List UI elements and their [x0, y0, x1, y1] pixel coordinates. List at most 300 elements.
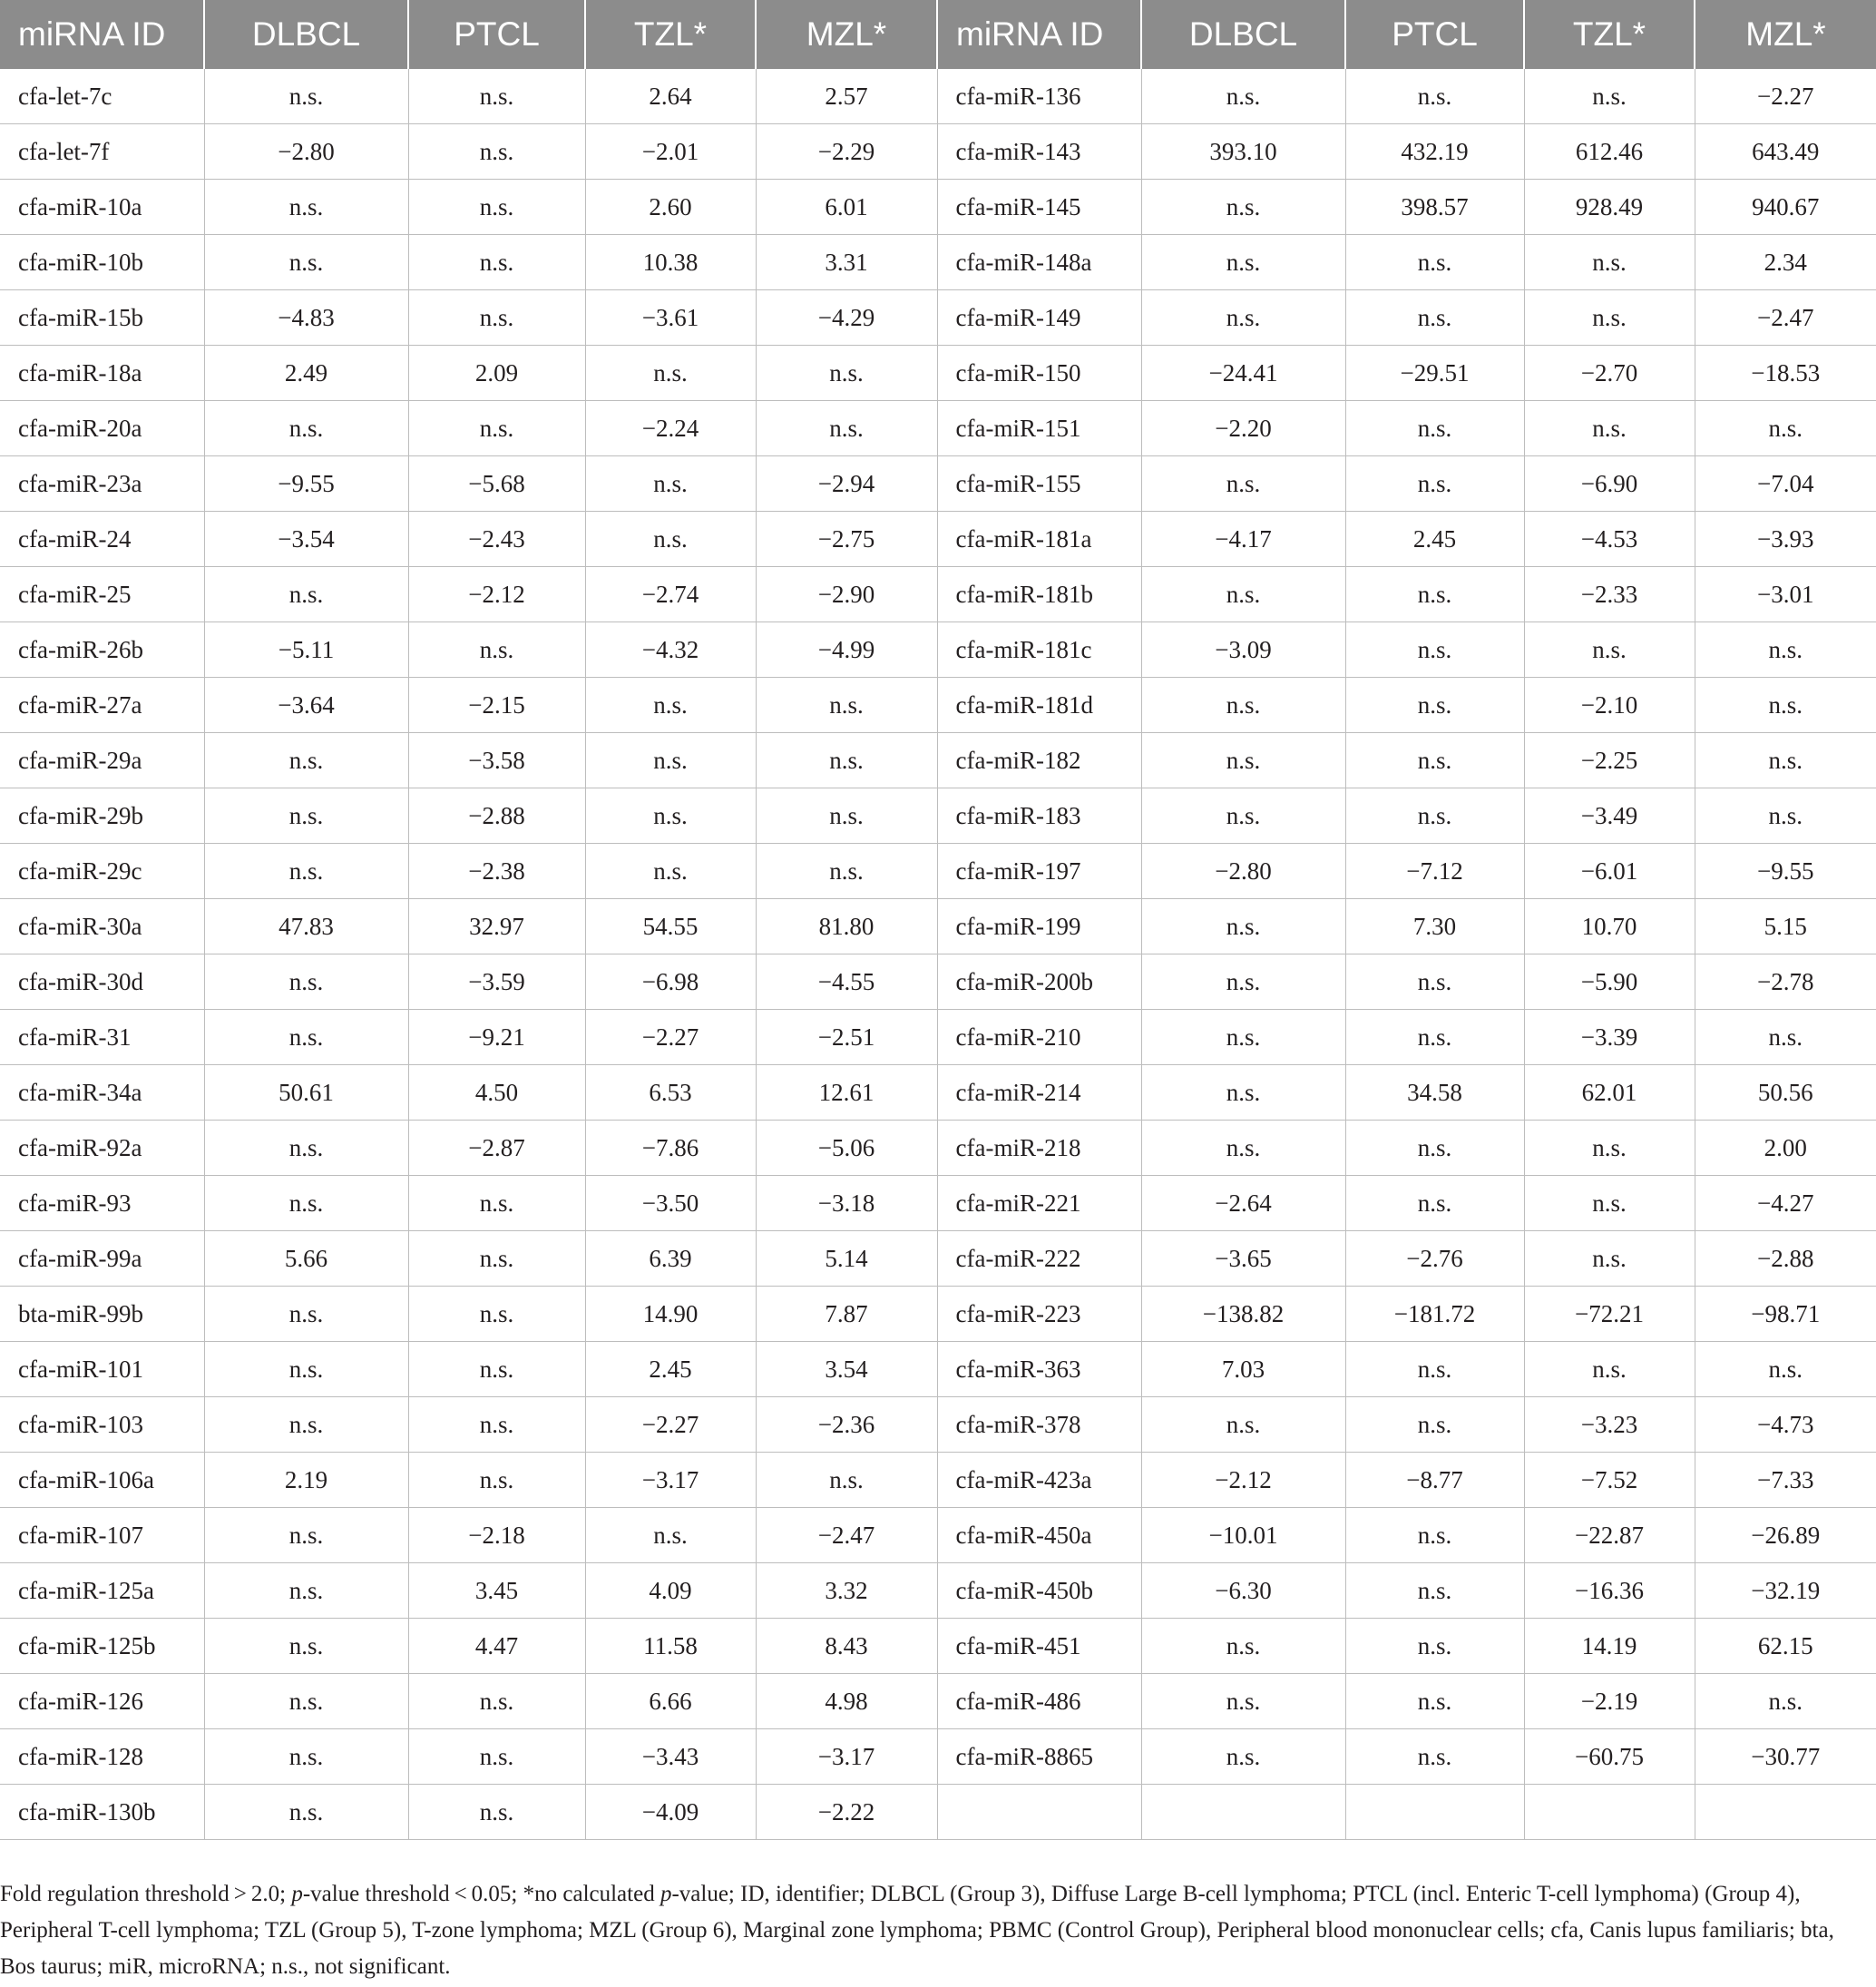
fold-value-cell [1141, 1785, 1345, 1840]
fold-value-cell: n.s. [756, 788, 937, 844]
fold-value-cell: n.s. [1141, 290, 1345, 346]
fold-value-cell: −4.32 [585, 622, 756, 678]
table-row [0, 733, 1876, 788]
fold-value-cell: n.s. [585, 346, 756, 401]
table-row [0, 456, 1876, 512]
mirna-id-cell: cfa-let-7f [0, 124, 204, 180]
fold-value-cell: −24.41 [1141, 346, 1345, 401]
fold-value-cell: 3.54 [756, 1342, 937, 1397]
mirna-id-cell: cfa-miR-222 [937, 1231, 1141, 1287]
mirna-id-cell: cfa-miR-181d [937, 678, 1141, 733]
fold-value-cell: n.s. [1345, 1619, 1524, 1674]
fold-value-cell: −9.21 [408, 1010, 585, 1065]
fold-value-cell: n.s. [204, 235, 408, 290]
fold-value-cell [1524, 1785, 1695, 1840]
fold-value-cell: −2.74 [585, 567, 756, 622]
fold-value-cell: n.s. [204, 844, 408, 899]
fold-value-cell: n.s. [1524, 69, 1695, 124]
mirna-id-cell: cfa-miR-30d [0, 954, 204, 1010]
fold-value-cell: −6.30 [1141, 1563, 1345, 1619]
fold-value-cell: n.s. [204, 1287, 408, 1342]
column-header-1: DLBCL [204, 0, 408, 69]
fold-value-cell: −4.99 [756, 622, 937, 678]
fold-value-cell: −22.87 [1524, 1508, 1695, 1563]
mirna-id-cell: cfa-miR-101 [0, 1342, 204, 1397]
table-row [0, 1231, 1876, 1287]
mirna-id-cell: bta-miR-99b [0, 1287, 204, 1342]
mirna-id-cell: cfa-miR-145 [937, 180, 1141, 235]
fold-value-cell: n.s. [1524, 1121, 1695, 1176]
mirna-id-cell: cfa-miR-486 [937, 1674, 1141, 1729]
mirna-id-cell: cfa-miR-151 [937, 401, 1141, 456]
table-row [0, 124, 1876, 180]
mirna-id-cell: cfa-miR-106a [0, 1453, 204, 1508]
fold-value-cell: n.s. [1141, 69, 1345, 124]
table-row [0, 1121, 1876, 1176]
mirna-id-cell: cfa-miR-150 [937, 346, 1141, 401]
fold-value-cell: 2.64 [585, 69, 756, 124]
fold-value-cell: −7.86 [585, 1121, 756, 1176]
column-header-4: MZL* [756, 0, 937, 69]
fold-value-cell: −32.19 [1695, 1563, 1876, 1619]
fold-value-cell: 4.09 [585, 1563, 756, 1619]
mirna-id-cell: cfa-miR-128 [0, 1729, 204, 1785]
table-footnote [0, 1876, 1851, 1985]
fold-value-cell: n.s. [756, 844, 937, 899]
fold-value-cell: 2.60 [585, 180, 756, 235]
fold-value-cell: −2.70 [1524, 346, 1695, 401]
fold-value-cell: n.s. [1524, 1342, 1695, 1397]
fold-value-cell: n.s. [408, 124, 585, 180]
fold-value-cell: n.s. [1141, 1619, 1345, 1674]
fold-value-cell: n.s. [1141, 567, 1345, 622]
mirna-id-cell: cfa-miR-10a [0, 180, 204, 235]
fold-value-cell: n.s. [204, 1619, 408, 1674]
fold-value-cell: n.s. [756, 678, 937, 733]
fold-value-cell: n.s. [585, 678, 756, 733]
mirna-id-cell: cfa-miR-125b [0, 1619, 204, 1674]
fold-value-cell: −2.90 [756, 567, 937, 622]
fold-value-cell: −2.88 [1695, 1231, 1876, 1287]
fold-value-cell: 11.58 [585, 1619, 756, 1674]
fold-value-cell: 8.43 [756, 1619, 937, 1674]
fold-value-cell: n.s. [204, 567, 408, 622]
fold-value-cell: −2.18 [408, 1508, 585, 1563]
fold-value-cell: 7.03 [1141, 1342, 1345, 1397]
fold-value-cell: 3.32 [756, 1563, 937, 1619]
fold-value-cell: 612.46 [1524, 124, 1695, 180]
column-header-8: TZL* [1524, 0, 1695, 69]
fold-value-cell: −4.09 [585, 1785, 756, 1840]
mirna-id-cell: cfa-miR-378 [937, 1397, 1141, 1453]
mirna-id-cell: cfa-miR-29b [0, 788, 204, 844]
table-row [0, 69, 1876, 124]
mirna-id-cell: cfa-miR-199 [937, 899, 1141, 954]
fold-value-cell: n.s. [1695, 622, 1876, 678]
fold-value-cell: −4.83 [204, 290, 408, 346]
table-row [0, 678, 1876, 733]
fold-value-cell: n.s. [1524, 622, 1695, 678]
fold-value-cell: −2.47 [756, 1508, 937, 1563]
fold-value-cell: n.s. [1345, 954, 1524, 1010]
mirna-id-cell: cfa-miR-8865 [937, 1729, 1141, 1785]
fold-value-cell: −29.51 [1345, 346, 1524, 401]
fold-value-cell: −3.64 [204, 678, 408, 733]
fold-value-cell: n.s. [1141, 1010, 1345, 1065]
fold-value-cell: −3.17 [756, 1729, 937, 1785]
fold-value-cell: −5.68 [408, 456, 585, 512]
fold-value-cell: n.s. [1141, 1397, 1345, 1453]
fold-value-cell: n.s. [1141, 235, 1345, 290]
fold-value-cell: 50.56 [1695, 1065, 1876, 1121]
fold-value-cell: n.s. [1345, 678, 1524, 733]
fold-value-cell: 6.39 [585, 1231, 756, 1287]
column-header-2: PTCL [408, 0, 585, 69]
table-row [0, 1508, 1876, 1563]
fold-value-cell: n.s. [1141, 733, 1345, 788]
table-row [0, 954, 1876, 1010]
fold-value-cell: −2.80 [1141, 844, 1345, 899]
table-row [0, 1176, 1876, 1231]
fold-value-cell: 2.34 [1695, 235, 1876, 290]
table-row [0, 567, 1876, 622]
fold-value-cell [1695, 1785, 1876, 1840]
fold-value-cell: n.s. [1141, 678, 1345, 733]
fold-value-cell: −2.27 [1695, 69, 1876, 124]
fold-value-cell: n.s. [408, 401, 585, 456]
fold-value-cell: −2.12 [1141, 1453, 1345, 1508]
fold-value-cell: n.s. [1345, 1121, 1524, 1176]
fold-value-cell: n.s. [1345, 456, 1524, 512]
fold-value-cell: −2.51 [756, 1010, 937, 1065]
fold-value-cell: n.s. [1345, 1397, 1524, 1453]
fold-value-cell: n.s. [1345, 1729, 1524, 1785]
mirna-id-cell: cfa-miR-148a [937, 235, 1141, 290]
fold-value-cell: 50.61 [204, 1065, 408, 1121]
fold-value-cell: n.s. [1345, 401, 1524, 456]
fold-value-cell: −3.49 [1524, 788, 1695, 844]
fold-value-cell: n.s. [204, 401, 408, 456]
fold-value-cell: 81.80 [756, 899, 937, 954]
fold-value-cell: n.s. [1695, 401, 1876, 456]
fold-value-cell: n.s. [1345, 1563, 1524, 1619]
table-row [0, 899, 1876, 954]
fold-value-cell: n.s. [585, 512, 756, 567]
mirna-id-cell [937, 1785, 1141, 1840]
fold-value-cell: n.s. [1524, 401, 1695, 456]
fold-value-cell: 6.01 [756, 180, 937, 235]
table-row [0, 290, 1876, 346]
fold-value-cell: n.s. [408, 1231, 585, 1287]
fold-value-cell: −2.87 [408, 1121, 585, 1176]
table-row [0, 1065, 1876, 1121]
fold-value-cell: 7.30 [1345, 899, 1524, 954]
fold-value-cell: −4.27 [1695, 1176, 1876, 1231]
mirna-id-cell: cfa-miR-27a [0, 678, 204, 733]
mirna-id-cell: cfa-miR-223 [937, 1287, 1141, 1342]
fold-value-cell: −2.33 [1524, 567, 1695, 622]
fold-value-cell: −7.52 [1524, 1453, 1695, 1508]
fold-value-cell: n.s. [408, 1453, 585, 1508]
mirna-id-cell: cfa-miR-92a [0, 1121, 204, 1176]
fold-value-cell: 398.57 [1345, 180, 1524, 235]
mirna-id-cell: cfa-miR-155 [937, 456, 1141, 512]
mirna-id-cell: cfa-miR-103 [0, 1397, 204, 1453]
fold-value-cell: −4.55 [756, 954, 937, 1010]
mirna-id-cell: cfa-miR-423a [937, 1453, 1141, 1508]
fold-value-cell: 14.19 [1524, 1619, 1695, 1674]
fold-value-cell: n.s. [1345, 235, 1524, 290]
table-row [0, 1397, 1876, 1453]
fold-value-cell: n.s. [1141, 456, 1345, 512]
table-row [0, 235, 1876, 290]
fold-value-cell: −3.43 [585, 1729, 756, 1785]
fold-value-cell: −7.12 [1345, 844, 1524, 899]
fold-value-cell: n.s. [408, 180, 585, 235]
mirna-id-cell: cfa-miR-29a [0, 733, 204, 788]
table-row [0, 788, 1876, 844]
mirna-id-cell: cfa-miR-218 [937, 1121, 1141, 1176]
mirna-id-cell: cfa-miR-31 [0, 1010, 204, 1065]
mirna-id-cell: cfa-let-7c [0, 69, 204, 124]
fold-value-cell: 2.49 [204, 346, 408, 401]
fold-value-cell: 3.45 [408, 1563, 585, 1619]
fold-value-cell: −3.93 [1695, 512, 1876, 567]
fold-value-cell: 14.90 [585, 1287, 756, 1342]
table-row [0, 180, 1876, 235]
table-body [0, 69, 1876, 1840]
fold-value-cell: −5.06 [756, 1121, 937, 1176]
fold-value-cell: −3.58 [408, 733, 585, 788]
fold-value-cell: −7.33 [1695, 1453, 1876, 1508]
fold-value-cell: −3.01 [1695, 567, 1876, 622]
mirna-id-cell: cfa-miR-20a [0, 401, 204, 456]
fold-value-cell: n.s. [1524, 1231, 1695, 1287]
fold-value-cell: −2.25 [1524, 733, 1695, 788]
fold-value-cell: n.s. [1141, 899, 1345, 954]
column-header-6: DLBCL [1141, 0, 1345, 69]
fold-value-cell: 6.53 [585, 1065, 756, 1121]
fold-value-cell: 62.15 [1695, 1619, 1876, 1674]
mirna-id-cell: cfa-miR-451 [937, 1619, 1141, 1674]
fold-value-cell: n.s. [1695, 1010, 1876, 1065]
fold-value-cell: n.s. [1141, 788, 1345, 844]
fold-value-cell: 10.38 [585, 235, 756, 290]
fold-value-cell: −16.36 [1524, 1563, 1695, 1619]
mirna-id-cell: cfa-miR-221 [937, 1176, 1141, 1231]
fold-value-cell: 4.50 [408, 1065, 585, 1121]
fold-value-cell: 2.09 [408, 346, 585, 401]
fold-value-cell: −4.17 [1141, 512, 1345, 567]
footnote-p-italic-2: p [660, 1882, 672, 1906]
fold-value-cell: 2.45 [1345, 512, 1524, 567]
fold-value-cell: −6.90 [1524, 456, 1695, 512]
fold-value-cell: n.s. [408, 235, 585, 290]
fold-value-cell: −2.19 [1524, 1674, 1695, 1729]
fold-value-cell: −2.43 [408, 512, 585, 567]
mirna-id-cell: cfa-miR-93 [0, 1176, 204, 1231]
mirna-id-cell: cfa-miR-210 [937, 1010, 1141, 1065]
fold-value-cell: −2.36 [756, 1397, 937, 1453]
fold-value-cell: n.s. [204, 1563, 408, 1619]
mirna-id-cell: cfa-miR-181b [937, 567, 1141, 622]
fold-value-cell: n.s. [408, 69, 585, 124]
fold-value-cell: −9.55 [204, 456, 408, 512]
fold-value-cell: −6.98 [585, 954, 756, 1010]
fold-value-cell: −2.80 [204, 124, 408, 180]
mirna-id-cell: cfa-miR-126 [0, 1674, 204, 1729]
fold-value-cell: n.s. [1524, 290, 1695, 346]
table-row [0, 1453, 1876, 1508]
mirna-id-cell: cfa-miR-26b [0, 622, 204, 678]
fold-value-cell: −138.82 [1141, 1287, 1345, 1342]
fold-value-cell: 2.57 [756, 69, 937, 124]
mirna-id-cell: cfa-miR-183 [937, 788, 1141, 844]
fold-value-cell: −3.23 [1524, 1397, 1695, 1453]
fold-value-cell: n.s. [1141, 180, 1345, 235]
fold-value-cell: 6.66 [585, 1674, 756, 1729]
fold-value-cell: n.s. [204, 1785, 408, 1840]
fold-value-cell: 34.58 [1345, 1065, 1524, 1121]
fold-value-cell: 2.19 [204, 1453, 408, 1508]
fold-value-cell: −4.29 [756, 290, 937, 346]
fold-value-cell: n.s. [204, 180, 408, 235]
mirna-id-cell: cfa-miR-99a [0, 1231, 204, 1287]
fold-value-cell: n.s. [1141, 954, 1345, 1010]
mirna-id-cell: cfa-miR-125a [0, 1563, 204, 1619]
mirna-id-cell: cfa-miR-450a [937, 1508, 1141, 1563]
fold-value-cell: n.s. [204, 1121, 408, 1176]
fold-value-cell: −3.61 [585, 290, 756, 346]
fold-value-cell: n.s. [585, 788, 756, 844]
fold-value-cell: −2.15 [408, 678, 585, 733]
mirna-id-cell: cfa-miR-23a [0, 456, 204, 512]
mirna-id-cell: cfa-miR-363 [937, 1342, 1141, 1397]
mirna-id-cell: cfa-miR-149 [937, 290, 1141, 346]
mirna-id-cell: cfa-miR-200b [937, 954, 1141, 1010]
fold-value-cell: 2.00 [1695, 1121, 1876, 1176]
fold-value-cell: 7.87 [756, 1287, 937, 1342]
fold-value-cell: −3.59 [408, 954, 585, 1010]
column-header-3: TZL* [585, 0, 756, 69]
table-row [0, 1619, 1876, 1674]
fold-value-cell: −7.04 [1695, 456, 1876, 512]
fold-value-cell: −2.01 [585, 124, 756, 180]
fold-value-cell: n.s. [408, 1342, 585, 1397]
fold-value-cell: −30.77 [1695, 1729, 1876, 1785]
fold-value-cell: n.s. [756, 346, 937, 401]
fold-value-cell: 3.31 [756, 235, 937, 290]
mirna-id-cell: cfa-miR-10b [0, 235, 204, 290]
mirna-id-cell: cfa-miR-107 [0, 1508, 204, 1563]
table-header-row [0, 0, 1876, 69]
fold-value-cell: 32.97 [408, 899, 585, 954]
fold-value-cell: 4.47 [408, 1619, 585, 1674]
mirna-id-cell: cfa-miR-214 [937, 1065, 1141, 1121]
fold-value-cell: n.s. [1345, 290, 1524, 346]
fold-value-cell: −2.20 [1141, 401, 1345, 456]
fold-value-cell: 432.19 [1345, 124, 1524, 180]
fold-value-cell: n.s. [1695, 788, 1876, 844]
fold-value-cell: n.s. [408, 290, 585, 346]
fold-value-cell: n.s. [1141, 1065, 1345, 1121]
fold-value-cell: n.s. [756, 1453, 937, 1508]
fold-value-cell: n.s. [1695, 678, 1876, 733]
fold-value-cell: 62.01 [1524, 1065, 1695, 1121]
fold-value-cell: n.s. [1695, 1342, 1876, 1397]
fold-value-cell: n.s. [1345, 567, 1524, 622]
table-row [0, 512, 1876, 567]
mirna-id-cell: cfa-miR-182 [937, 733, 1141, 788]
fold-value-cell: n.s. [1345, 1010, 1524, 1065]
fold-value-cell: −3.39 [1524, 1010, 1695, 1065]
table-row [0, 401, 1876, 456]
fold-value-cell: −5.90 [1524, 954, 1695, 1010]
fold-value-cell: −18.53 [1695, 346, 1876, 401]
mirna-id-cell: cfa-miR-181c [937, 622, 1141, 678]
table-row [0, 1287, 1876, 1342]
fold-value-cell: n.s. [408, 1287, 585, 1342]
fold-value-cell: n.s. [408, 1785, 585, 1840]
fold-value-cell: n.s. [1345, 788, 1524, 844]
fold-value-cell: n.s. [1524, 1176, 1695, 1231]
mirna-id-cell: cfa-miR-136 [937, 69, 1141, 124]
fold-value-cell: −8.77 [1345, 1453, 1524, 1508]
fold-value-cell: −3.09 [1141, 622, 1345, 678]
fold-value-cell: 5.66 [204, 1231, 408, 1287]
fold-value-cell: −3.18 [756, 1176, 937, 1231]
fold-value-cell: n.s. [585, 733, 756, 788]
fold-value-cell: n.s. [204, 1010, 408, 1065]
footnote-p-italic-1: p [291, 1882, 303, 1906]
fold-value-cell: 5.14 [756, 1231, 937, 1287]
table-row [0, 1563, 1876, 1619]
fold-value-cell: −2.78 [1695, 954, 1876, 1010]
fold-value-cell: −3.17 [585, 1453, 756, 1508]
fold-value-cell: 5.15 [1695, 899, 1876, 954]
fold-value-cell: n.s. [204, 788, 408, 844]
fold-value-cell: −6.01 [1524, 844, 1695, 899]
fold-value-cell: −2.64 [1141, 1176, 1345, 1231]
fold-value-cell: 10.70 [1524, 899, 1695, 954]
fold-value-cell: 54.55 [585, 899, 756, 954]
fold-value-cell: −2.88 [408, 788, 585, 844]
fold-value-cell: n.s. [585, 456, 756, 512]
fold-value-cell: n.s. [1695, 733, 1876, 788]
fold-value-cell: n.s. [204, 1176, 408, 1231]
fold-value-cell: −5.11 [204, 622, 408, 678]
fold-value-cell: 940.67 [1695, 180, 1876, 235]
fold-value-cell: −26.89 [1695, 1508, 1876, 1563]
mirna-id-cell: cfa-miR-130b [0, 1785, 204, 1840]
fold-value-cell: n.s. [1141, 1674, 1345, 1729]
fold-value-cell: n.s. [1524, 235, 1695, 290]
fold-value-cell: n.s. [408, 1674, 585, 1729]
mirna-id-cell: cfa-miR-24 [0, 512, 204, 567]
fold-value-cell: −2.47 [1695, 290, 1876, 346]
fold-value-cell: 12.61 [756, 1065, 937, 1121]
table-row [0, 346, 1876, 401]
fold-value-cell: −4.53 [1524, 512, 1695, 567]
fold-value-cell: −2.10 [1524, 678, 1695, 733]
table-row [0, 1010, 1876, 1065]
fold-value-cell [1345, 1785, 1524, 1840]
fold-value-cell: −2.29 [756, 124, 937, 180]
fold-value-cell: n.s. [204, 1397, 408, 1453]
fold-value-cell: n.s. [756, 401, 937, 456]
fold-value-cell: n.s. [756, 733, 937, 788]
fold-value-cell: n.s. [1345, 733, 1524, 788]
